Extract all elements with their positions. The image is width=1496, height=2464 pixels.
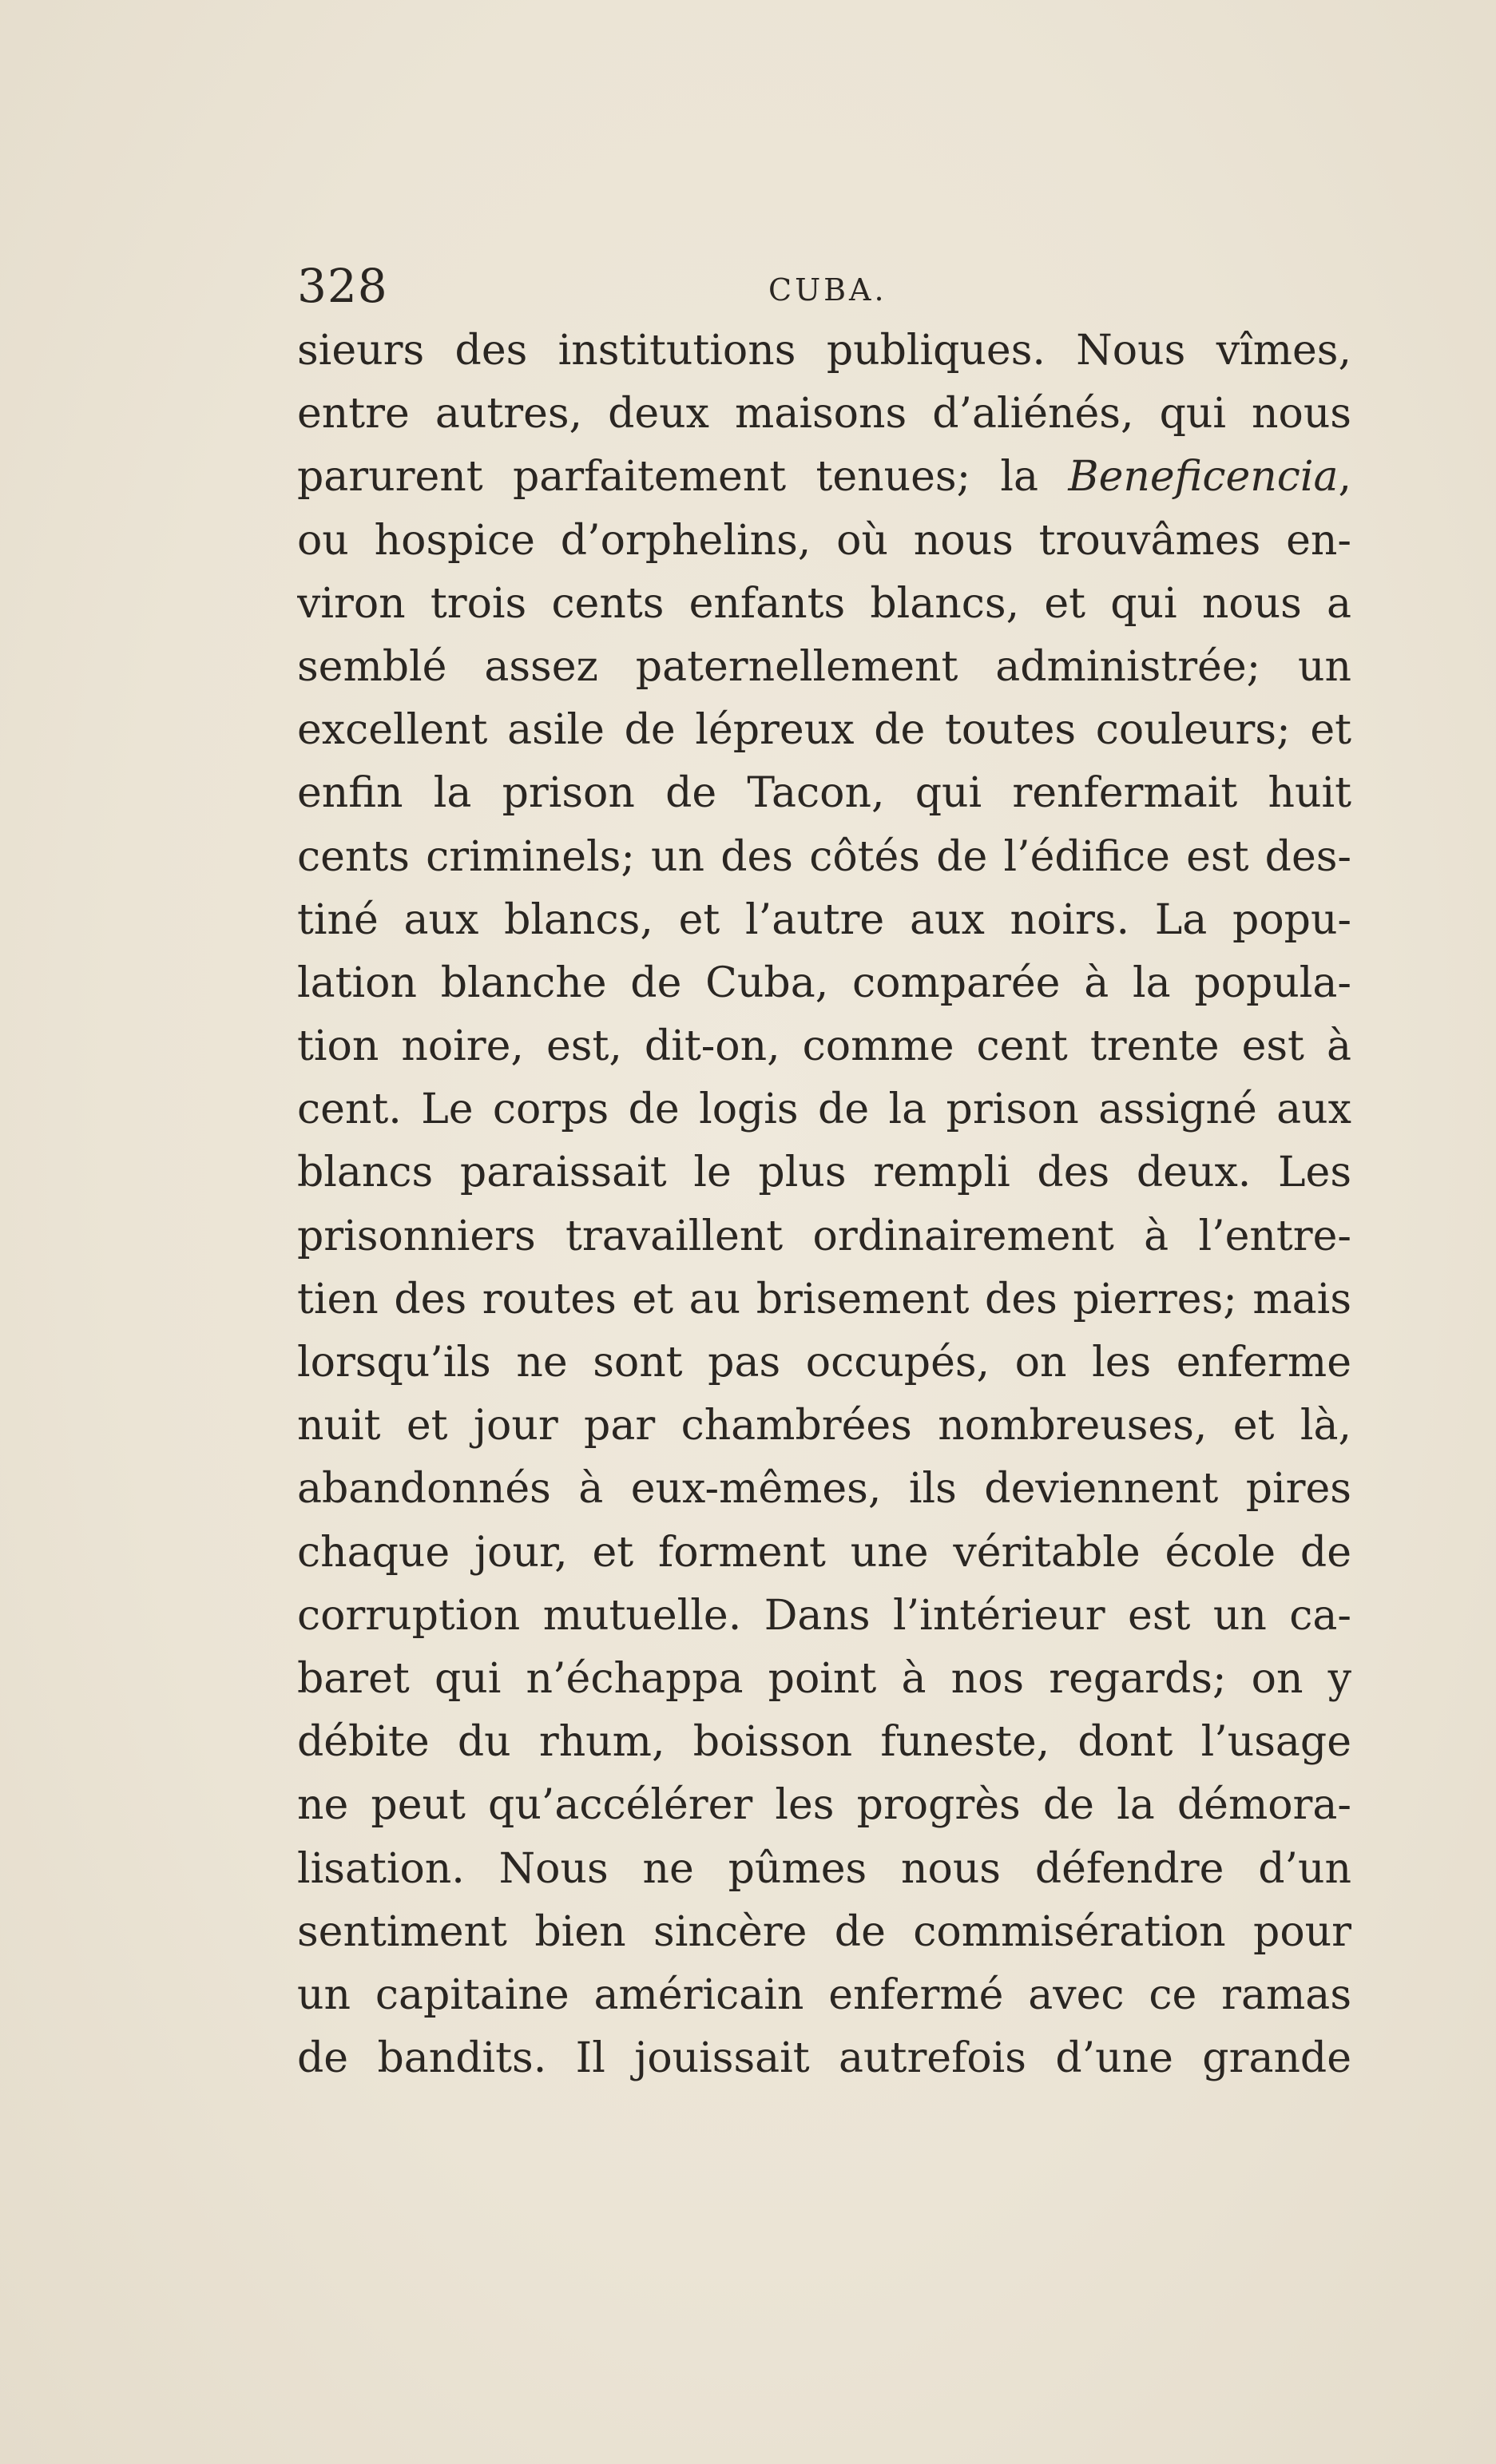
text-line: excellent asile de lépreux de toutes couleurs; et — [297, 706, 1351, 755]
text-line: lation blanche de Cuba, comparée à la popula- — [297, 958, 1351, 1007]
text-line: baret qui n’échappa point à nos regards; on y — [297, 1654, 1351, 1703]
text-line: chaque jour, et forment une véritable école de — [297, 1528, 1351, 1577]
text-line: enfin la prison de Tacon, qui renfermait huit — [297, 769, 1351, 818]
text-line: lisation. Nous ne pûmes nous défendre d’un — [297, 1844, 1351, 1893]
page-header — [297, 254, 1351, 318]
text-line: semblé assez paternellement administrée; un — [297, 642, 1351, 691]
running-head: CUBA. — [768, 272, 887, 308]
text-line: corruption mutuelle. Dans l’intérieur est un ca- — [297, 1591, 1351, 1640]
text-line: sieurs des institutions publiques. Nous vîmes, — [297, 327, 1351, 375]
body-text — [297, 319, 1351, 2090]
text-line: parurent parfaitement tenues; la Beneficencia, — [297, 453, 1351, 502]
text-line: sentiment bien sincère de commisération pour — [297, 1907, 1351, 1956]
italic-term: Beneficencia — [1068, 453, 1339, 502]
page-number: 328 — [297, 259, 388, 313]
text-line: cents criminels; un des côtés de l’édifice est des- — [297, 832, 1351, 881]
text-line: ne peut qu’accélérer les progrès de la démora- — [297, 1781, 1351, 1830]
text-line: viron trois cents enfants blancs, et qui nous a — [297, 579, 1351, 628]
text-line: tion noire, est, dit-on, comme cent trente est à — [297, 1022, 1351, 1071]
text-line: tiné aux blancs, et l’autre aux noirs. La popu- — [297, 895, 1351, 944]
text-line: ou hospice d’orphelins, où nous trouvâmes en- — [297, 516, 1351, 565]
text-line: abandonnés à eux-mêmes, ils deviennent pires — [297, 1465, 1351, 1514]
text-line: de bandits. Il jouissait autrefois d’une grande — [297, 2034, 1351, 2083]
text-line: un capitaine américain enfermé avec ce ramas — [297, 1970, 1351, 2019]
text-line: nuit et jour par chambrées nombreuses, et là, — [297, 1402, 1351, 1450]
text-line: prisonniers travaillent ordinairement à l’entre- — [297, 1212, 1351, 1260]
text-line: débite du rhum, boisson funeste, dont l’usage — [297, 1718, 1351, 1767]
text-line: cent. Le corps de logis de la prison assigné aux — [297, 1085, 1351, 1134]
text-line: lorsqu’ils ne sont pas occupés, on les enferme — [297, 1339, 1351, 1387]
text-line: entre autres, deux maisons d’aliénés, qui nous — [297, 390, 1351, 438]
text-line: blancs paraissait le plus rempli des deux. Les — [297, 1149, 1351, 1197]
text-line: tien des routes et au brisement des pierres; mais — [297, 1275, 1351, 1323]
